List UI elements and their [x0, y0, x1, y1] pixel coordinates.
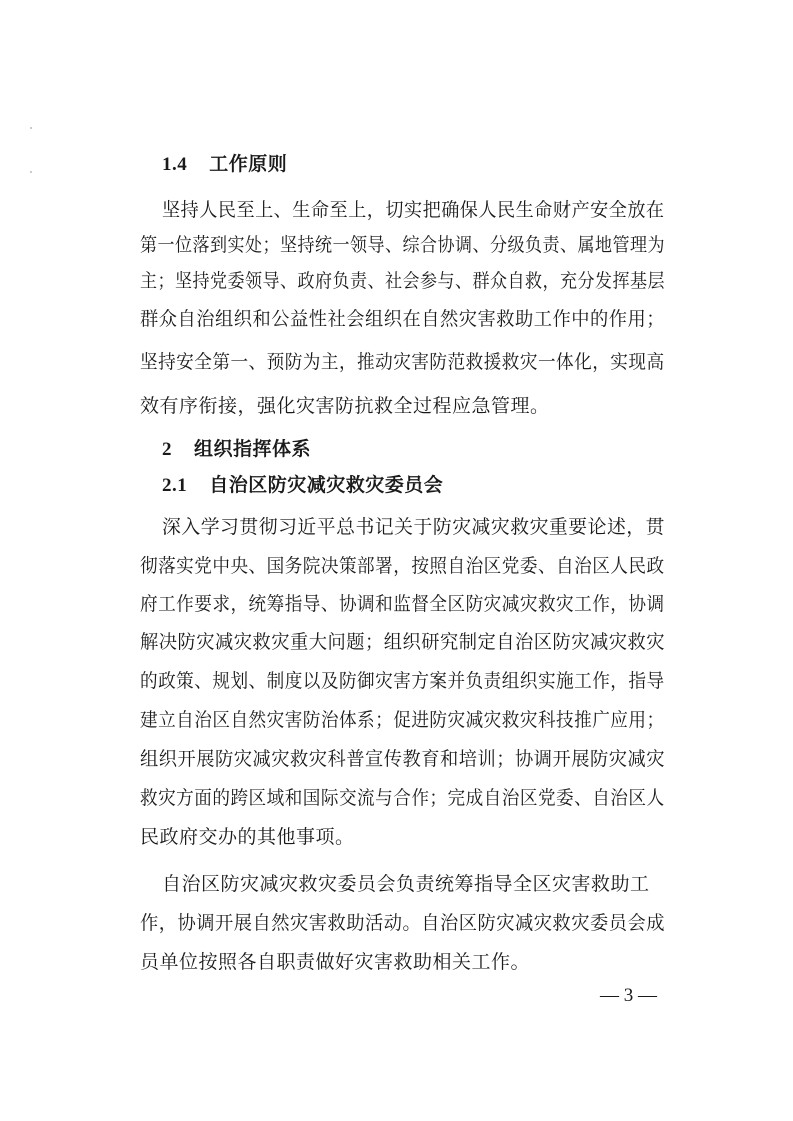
paragraph-line: 的政策、规划、制度以及防御灾害方案并负责组织实施工作，指导 [140, 670, 665, 692]
paragraph-line: 坚持安全第一、预防为主，推动灾害防范救援救灾一体化，实现高 [140, 351, 665, 373]
section-title: 工作原则 [209, 153, 288, 175]
paragraph-line: 群众自治组织和公益性社会组织在自然灾害救助工作中的作用； [140, 308, 665, 330]
scan-speck [30, 171, 32, 173]
paragraph-line: 第一位落到实处；坚持统一领导、综合协调、分级负责、属地管理为 [140, 234, 665, 256]
section-title: 自治区防灾减灾救灾委员会 [209, 474, 444, 496]
paragraph-line: 主；坚持党委领导、政府负责、社会参与、群众自救，充分发挥基层 [140, 270, 665, 292]
paragraph-line: 员单位按照各自职责做好灾害救助相关工作。 [140, 951, 531, 973]
section-heading-2-1 [162, 473, 443, 498]
paragraph-line: 组织开展防灾减灾救灾科普宣传教育和培训；协调开展防灾减灾 [140, 748, 665, 770]
section-heading-1-4 [162, 152, 287, 177]
section-number: 1.4 [162, 154, 188, 175]
section-title: 组织指挥体系 [194, 438, 312, 460]
paragraph-line: 坚持人民至上、生命至上，切实把确保人民生命财产安全放在 [162, 199, 665, 221]
paragraph-line: 自治区防灾减灾救灾委员会负责统筹指导全区灾害救助工 [162, 873, 650, 895]
section-heading-2 [162, 437, 311, 462]
paragraph-line: 府工作要求，统筹指导、协调和监督全区防灾减灾救灾工作，协调 [140, 593, 665, 615]
scan-speck [30, 127, 32, 129]
paragraph-line: 解决防灾减灾救灾重大问题；组织研究制定自治区防灾减灾救灾 [140, 631, 665, 653]
paragraph-line: 作，协调开展自然灾害救助活动。自治区防灾减灾救灾委员会成 [140, 912, 665, 934]
section-number: 2.1 [162, 475, 188, 496]
paragraph-line: 民政府交办的其他事项。 [140, 826, 355, 848]
paragraph-line: 深入学习贯彻习近平总书记关于防灾减灾救灾重要论述，贯 [162, 516, 666, 538]
paragraph-line: 彻落实党中央、国务院决策部署，按照自治区党委、自治区人民政 [140, 555, 665, 577]
paragraph-line: 效有序衔接，强化灾害防抗救全过程应急管理。 [140, 395, 550, 417]
paragraph-line: 建立自治区自然灾害防治体系；促进防灾减灾救灾科技推广应用； [140, 709, 665, 731]
paragraph-line: 救灾方面的跨区域和国际交流与合作；完成自治区党委、自治区人 [140, 787, 665, 809]
page-number: — 3 — [600, 985, 657, 1006]
section-number: 2 [162, 439, 172, 460]
